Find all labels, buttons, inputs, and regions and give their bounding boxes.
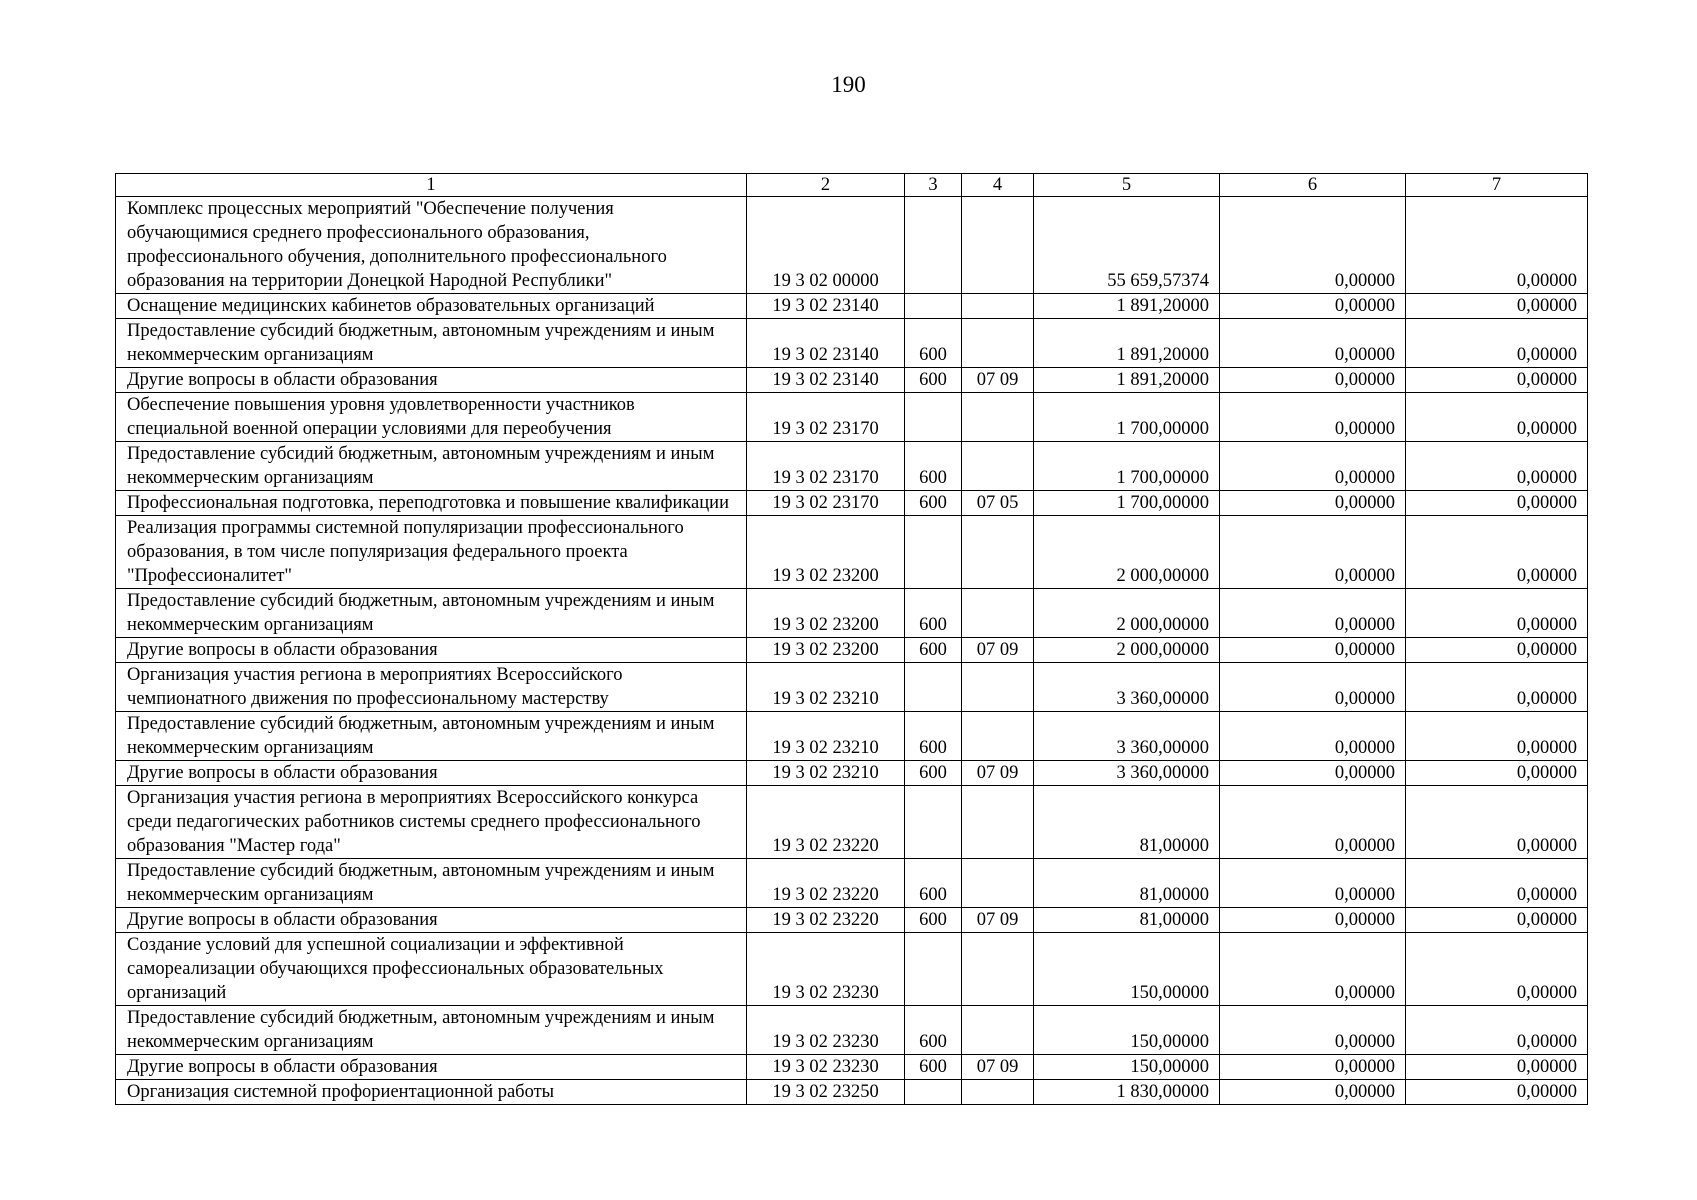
row-amount-col6-cell: 0,00000 — [1220, 516, 1406, 589]
row-code-cell: 19 3 02 23200 — [747, 638, 905, 663]
row-code-cell: 19 3 02 23140 — [747, 368, 905, 393]
row-amount-col5-cell: 1 891,20000 — [1034, 319, 1220, 368]
row-section-cell — [962, 294, 1034, 319]
row-expense-type-cell: 600 — [905, 442, 962, 491]
table-body — [116, 197, 1588, 1105]
row-code-cell: 19 3 02 23170 — [747, 442, 905, 491]
row-code-cell: 19 3 02 23250 — [747, 1080, 905, 1105]
row-amount-col7-cell: 0,00000 — [1406, 933, 1588, 1006]
row-amount-col6-cell: 0,00000 — [1220, 761, 1406, 786]
row-amount-col7-cell: 0,00000 — [1406, 393, 1588, 442]
row-amount-col6-cell: 0,00000 — [1220, 491, 1406, 516]
row-code-cell: 19 3 02 23210 — [747, 761, 905, 786]
row-section-cell — [962, 589, 1034, 638]
row-expense-type-cell — [905, 933, 962, 1006]
row-amount-col5-cell: 55 659,57374 — [1034, 197, 1220, 294]
row-section-cell: 07 09 — [962, 1055, 1034, 1080]
row-name-cell: Обеспечение повышения уровня удовлетворенности участников специальной военной операции условиями для переобучения — [116, 393, 747, 442]
row-amount-col5-cell: 81,00000 — [1034, 908, 1220, 933]
budget-table — [115, 173, 1588, 1105]
row-amount-col6-cell: 0,00000 — [1220, 663, 1406, 712]
row-code-cell: 19 3 02 23140 — [747, 319, 905, 368]
table-row — [116, 786, 1588, 859]
row-name-cell: Организация участия региона в мероприятиях Всероссийского конкурса среди педагогических работников системы среднего профессионального образования "Мастер года" — [116, 786, 747, 859]
row-amount-col5-cell: 150,00000 — [1034, 1055, 1220, 1080]
row-name-cell: Другие вопросы в области образования — [116, 1055, 747, 1080]
row-section-cell: 07 09 — [962, 368, 1034, 393]
row-code-cell: 19 3 02 23200 — [747, 516, 905, 589]
row-amount-col7-cell: 0,00000 — [1406, 1055, 1588, 1080]
row-expense-type-cell: 600 — [905, 908, 962, 933]
row-code-cell: 19 3 02 23170 — [747, 393, 905, 442]
row-expense-type-cell: 600 — [905, 589, 962, 638]
row-amount-col7-cell: 0,00000 — [1406, 761, 1588, 786]
row-section-cell — [962, 197, 1034, 294]
table-row — [116, 491, 1588, 516]
row-expense-type-cell: 600 — [905, 712, 962, 761]
row-amount-col6-cell: 0,00000 — [1220, 319, 1406, 368]
table-row — [116, 933, 1588, 1006]
row-name-cell: Предоставление субсидий бюджетным, автономным учреждениям и иным некоммерческим организациям — [116, 589, 747, 638]
row-name-cell: Организация участия региона в мероприятиях Всероссийского чемпионатного движения по профессиональному мастерству — [116, 663, 747, 712]
row-amount-col6-cell: 0,00000 — [1220, 1006, 1406, 1055]
table-row — [116, 368, 1588, 393]
row-section-cell — [962, 786, 1034, 859]
row-amount-col5-cell: 150,00000 — [1034, 1006, 1220, 1055]
row-amount-col7-cell: 0,00000 — [1406, 638, 1588, 663]
table-row — [116, 1006, 1588, 1055]
row-amount-col7-cell: 0,00000 — [1406, 712, 1588, 761]
row-expense-type-cell: 600 — [905, 761, 962, 786]
row-expense-type-cell — [905, 197, 962, 294]
table-row — [116, 859, 1588, 908]
row-section-cell: 07 09 — [962, 908, 1034, 933]
row-amount-col6-cell: 0,00000 — [1220, 197, 1406, 294]
row-amount-col7-cell: 0,00000 — [1406, 368, 1588, 393]
row-section-cell — [962, 712, 1034, 761]
row-amount-col5-cell: 3 360,00000 — [1034, 663, 1220, 712]
row-amount-col7-cell: 0,00000 — [1406, 859, 1588, 908]
row-amount-col6-cell: 0,00000 — [1220, 1055, 1406, 1080]
row-expense-type-cell — [905, 786, 962, 859]
row-code-cell: 19 3 02 23230 — [747, 933, 905, 1006]
row-name-cell: Предоставление субсидий бюджетным, автономным учреждениям и иным некоммерческим организациям — [116, 319, 747, 368]
row-section-cell: 07 09 — [962, 638, 1034, 663]
row-expense-type-cell: 600 — [905, 368, 962, 393]
row-amount-col6-cell: 0,00000 — [1220, 442, 1406, 491]
row-amount-col7-cell: 0,00000 — [1406, 294, 1588, 319]
table-header-row — [116, 174, 1588, 197]
row-amount-col7-cell: 0,00000 — [1406, 516, 1588, 589]
row-name-cell: Предоставление субсидий бюджетным, автономным учреждениям и иным некоммерческим организациям — [116, 442, 747, 491]
row-section-cell — [962, 393, 1034, 442]
row-amount-col5-cell: 150,00000 — [1034, 933, 1220, 1006]
table-row — [116, 638, 1588, 663]
row-code-cell: 19 3 02 23140 — [747, 294, 905, 319]
row-amount-col6-cell: 0,00000 — [1220, 908, 1406, 933]
row-section-cell — [962, 1080, 1034, 1105]
row-name-cell: Реализация программы системной популяризации профессионального образования, в том числе популяризация федерального проекта "Профессионалитет" — [116, 516, 747, 589]
row-amount-col6-cell: 0,00000 — [1220, 859, 1406, 908]
row-amount-col6-cell: 0,00000 — [1220, 368, 1406, 393]
row-code-cell: 19 3 02 23210 — [747, 712, 905, 761]
column-header-7: 7 — [1406, 174, 1588, 197]
row-amount-col5-cell: 1 830,00000 — [1034, 1080, 1220, 1105]
row-code-cell: 19 3 02 23200 — [747, 589, 905, 638]
row-amount-col7-cell: 0,00000 — [1406, 589, 1588, 638]
column-header-4: 4 — [962, 174, 1034, 197]
row-amount-col5-cell: 2 000,00000 — [1034, 589, 1220, 638]
page-number: 190 — [831, 72, 866, 97]
row-section-cell — [962, 516, 1034, 589]
column-header-3: 3 — [905, 174, 962, 197]
row-name-cell: Другие вопросы в области образования — [116, 638, 747, 663]
row-section-cell: 07 05 — [962, 491, 1034, 516]
column-header-6: 6 — [1220, 174, 1406, 197]
row-amount-col7-cell: 0,00000 — [1406, 1006, 1588, 1055]
row-amount-col6-cell: 0,00000 — [1220, 1080, 1406, 1105]
row-amount-col7-cell: 0,00000 — [1406, 786, 1588, 859]
row-amount-col5-cell: 1 891,20000 — [1034, 294, 1220, 319]
row-amount-col5-cell: 1 891,20000 — [1034, 368, 1220, 393]
table-row — [116, 393, 1588, 442]
row-expense-type-cell — [905, 516, 962, 589]
row-section-cell — [962, 319, 1034, 368]
row-section-cell — [962, 859, 1034, 908]
row-amount-col5-cell: 1 700,00000 — [1034, 491, 1220, 516]
row-amount-col7-cell: 0,00000 — [1406, 491, 1588, 516]
row-amount-col7-cell: 0,00000 — [1406, 1080, 1588, 1105]
row-name-cell: Другие вопросы в области образования — [116, 908, 747, 933]
row-amount-col6-cell: 0,00000 — [1220, 638, 1406, 663]
table-row — [116, 908, 1588, 933]
row-amount-col5-cell: 81,00000 — [1034, 786, 1220, 859]
row-code-cell: 19 3 02 23170 — [747, 491, 905, 516]
row-section-cell — [962, 1006, 1034, 1055]
row-amount-col7-cell: 0,00000 — [1406, 319, 1588, 368]
row-code-cell: 19 3 02 23230 — [747, 1006, 905, 1055]
row-amount-col5-cell: 3 360,00000 — [1034, 761, 1220, 786]
table-row — [116, 319, 1588, 368]
row-amount-col5-cell: 81,00000 — [1034, 859, 1220, 908]
row-name-cell: Другие вопросы в области образования — [116, 368, 747, 393]
row-amount-col6-cell: 0,00000 — [1220, 294, 1406, 319]
row-code-cell: 19 3 02 23220 — [747, 786, 905, 859]
row-expense-type-cell: 600 — [905, 638, 962, 663]
row-code-cell: 19 3 02 00000 — [747, 197, 905, 294]
row-amount-col7-cell: 0,00000 — [1406, 197, 1588, 294]
row-expense-type-cell: 600 — [905, 319, 962, 368]
row-name-cell: Профессиональная подготовка, переподготовка и повышение квалификации — [116, 491, 747, 516]
row-amount-col7-cell: 0,00000 — [1406, 663, 1588, 712]
table-row — [116, 197, 1588, 294]
row-amount-col5-cell: 3 360,00000 — [1034, 712, 1220, 761]
row-expense-type-cell: 600 — [905, 1055, 962, 1080]
table-row — [116, 442, 1588, 491]
row-section-cell — [962, 933, 1034, 1006]
row-section-cell: 07 09 — [962, 761, 1034, 786]
column-header-1: 1 — [116, 174, 747, 197]
column-header-2: 2 — [747, 174, 905, 197]
row-name-cell: Оснащение медицинских кабинетов образовательных организаций — [116, 294, 747, 319]
row-amount-col5-cell: 1 700,00000 — [1034, 442, 1220, 491]
row-code-cell: 19 3 02 23220 — [747, 908, 905, 933]
row-amount-col6-cell: 0,00000 — [1220, 589, 1406, 638]
table-row — [116, 712, 1588, 761]
row-name-cell: Комплекс процессных мероприятий "Обеспечение получения обучающимися среднего профессионального образования, профессионального обучения, дополнительного профессионального образования на территории Донецкой Народной Республики" — [116, 197, 747, 294]
row-section-cell — [962, 663, 1034, 712]
row-code-cell: 19 3 02 23230 — [747, 1055, 905, 1080]
table-row — [116, 663, 1588, 712]
row-name-cell: Создание условий для успешной социализации и эффективной самореализации обучающихся профессиональных образовательных организаций — [116, 933, 747, 1006]
row-amount-col5-cell: 2 000,00000 — [1034, 516, 1220, 589]
row-amount-col6-cell: 0,00000 — [1220, 933, 1406, 1006]
column-header-5: 5 — [1034, 174, 1220, 197]
table-row — [116, 1080, 1588, 1105]
row-expense-type-cell: 600 — [905, 859, 962, 908]
row-expense-type-cell — [905, 663, 962, 712]
row-name-cell: Предоставление субсидий бюджетным, автономным учреждениям и иным некоммерческим организациям — [116, 859, 747, 908]
table-row — [116, 294, 1588, 319]
row-amount-col6-cell: 0,00000 — [1220, 786, 1406, 859]
table-row — [116, 761, 1588, 786]
row-amount-col6-cell: 0,00000 — [1220, 393, 1406, 442]
row-name-cell: Другие вопросы в области образования — [116, 761, 747, 786]
table-row — [116, 589, 1588, 638]
row-expense-type-cell: 600 — [905, 491, 962, 516]
table-row — [116, 516, 1588, 589]
row-code-cell: 19 3 02 23210 — [747, 663, 905, 712]
row-section-cell — [962, 442, 1034, 491]
row-amount-col7-cell: 0,00000 — [1406, 442, 1588, 491]
row-expense-type-cell: 600 — [905, 1006, 962, 1055]
row-name-cell: Организация системной профориентационной работы — [116, 1080, 747, 1105]
row-code-cell: 19 3 02 23220 — [747, 859, 905, 908]
row-expense-type-cell — [905, 294, 962, 319]
row-expense-type-cell — [905, 1080, 962, 1105]
row-name-cell: Предоставление субсидий бюджетным, автономным учреждениям и иным некоммерческим организациям — [116, 712, 747, 761]
row-amount-col7-cell: 0,00000 — [1406, 908, 1588, 933]
row-name-cell: Предоставление субсидий бюджетным, автономным учреждениям и иным некоммерческим организациям — [116, 1006, 747, 1055]
row-amount-col5-cell: 2 000,00000 — [1034, 638, 1220, 663]
row-amount-col6-cell: 0,00000 — [1220, 712, 1406, 761]
row-amount-col5-cell: 1 700,00000 — [1034, 393, 1220, 442]
table-row — [116, 1055, 1588, 1080]
row-expense-type-cell — [905, 393, 962, 442]
